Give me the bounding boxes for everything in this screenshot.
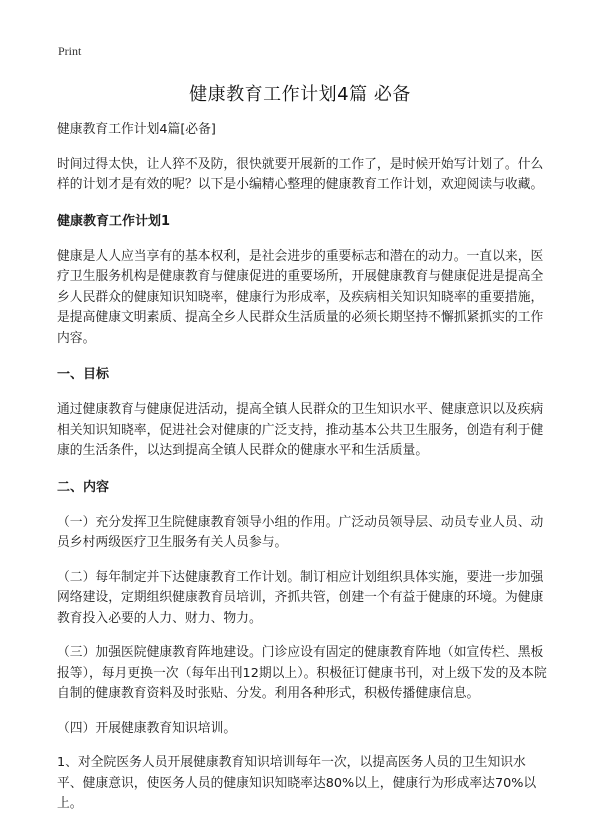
section1-paragraph: 健康是人人应当享有的基本权利，是社会进步的重要标志和潜在的动力。一直以来，医疗卫生服务机构是健康教育与健康促进的重要场所，开展健康教育与健康促进是提高全乡人民群众的健康知识知晓率，健康行为形成率，及疾病相关知识知晓率的重要措施，是提高健康文明素质、提高全乡人民群众生活质量的必须长期坚持不懈抓紧抓实的工作内容。	[57, 248, 544, 346]
document-subtitle: 健康教育工作计划4篇[必备]	[57, 122, 216, 137]
print-link[interactable]: Print	[58, 44, 82, 58]
section-heading-plan-1: 健康教育工作计划1	[57, 213, 171, 229]
section-heading-content: 二、内容	[57, 479, 110, 495]
content-item-4-sub-1: 1、对全院医务人员开展健康教育知识培训每年一次，以提高医务人员的卫生知识水平、健康意识，使医务人员的健康知识知晓率达80%以上，健康行为形成率达70%以上。	[57, 755, 537, 811]
page-title: 健康教育工作计划4篇 必备	[189, 84, 411, 105]
section-heading-goal: 一、目标	[57, 367, 110, 382]
content-item-3: （三）加强医院健康教育阵地建设。门诊应设有固定的健康教育阵地（如宣传栏、黑板报等），每月更换一次（每年出刊12期以上）。积极征订健康书刊，对上级下发的及本院自制的健康教育资料及时张贴、分发。利用各种形式，积极传播健康信息。	[57, 645, 547, 701]
content-item-2: （二）每年制定并下达健康教育工作计划。制订相应计划组织具体实施，要进一步加强网络建设，定期组织健康教育员培训，齐抓共管，创建一个有益于健康的环境。为健康教育投入必要的人力、财力、物力。	[57, 569, 544, 626]
intro-paragraph: 时间过得太快，让人猝不及防，很快就要开展新的工作了，是时候开始写计划了。什么样的计划才是有效的呢？以下是小编精心整理的健康教育工作计划，欢迎阅读与收藏。	[57, 156, 544, 192]
content-item-4: （四）开展健康教育知识培训。	[57, 720, 237, 736]
document-body	[57, 120, 549, 831]
goal-paragraph: 通过健康教育与健康促进活动，提高全镇人民群众的卫生知识水平、健康意识以及疾病相关知识知晓率，促进社会对健康的广泛支持，推动基本公共卫生服务，创造有利于健康的生活条件，以达到提高全镇人民群众的健康水平和生活质量。	[57, 402, 544, 458]
content-item-1: （一）充分发挥卫生院健康教育领导小组的作用。广泛动员领导层、动员专业人员、动员乡村两级医疗卫生服务有关人员参与。	[57, 514, 544, 550]
